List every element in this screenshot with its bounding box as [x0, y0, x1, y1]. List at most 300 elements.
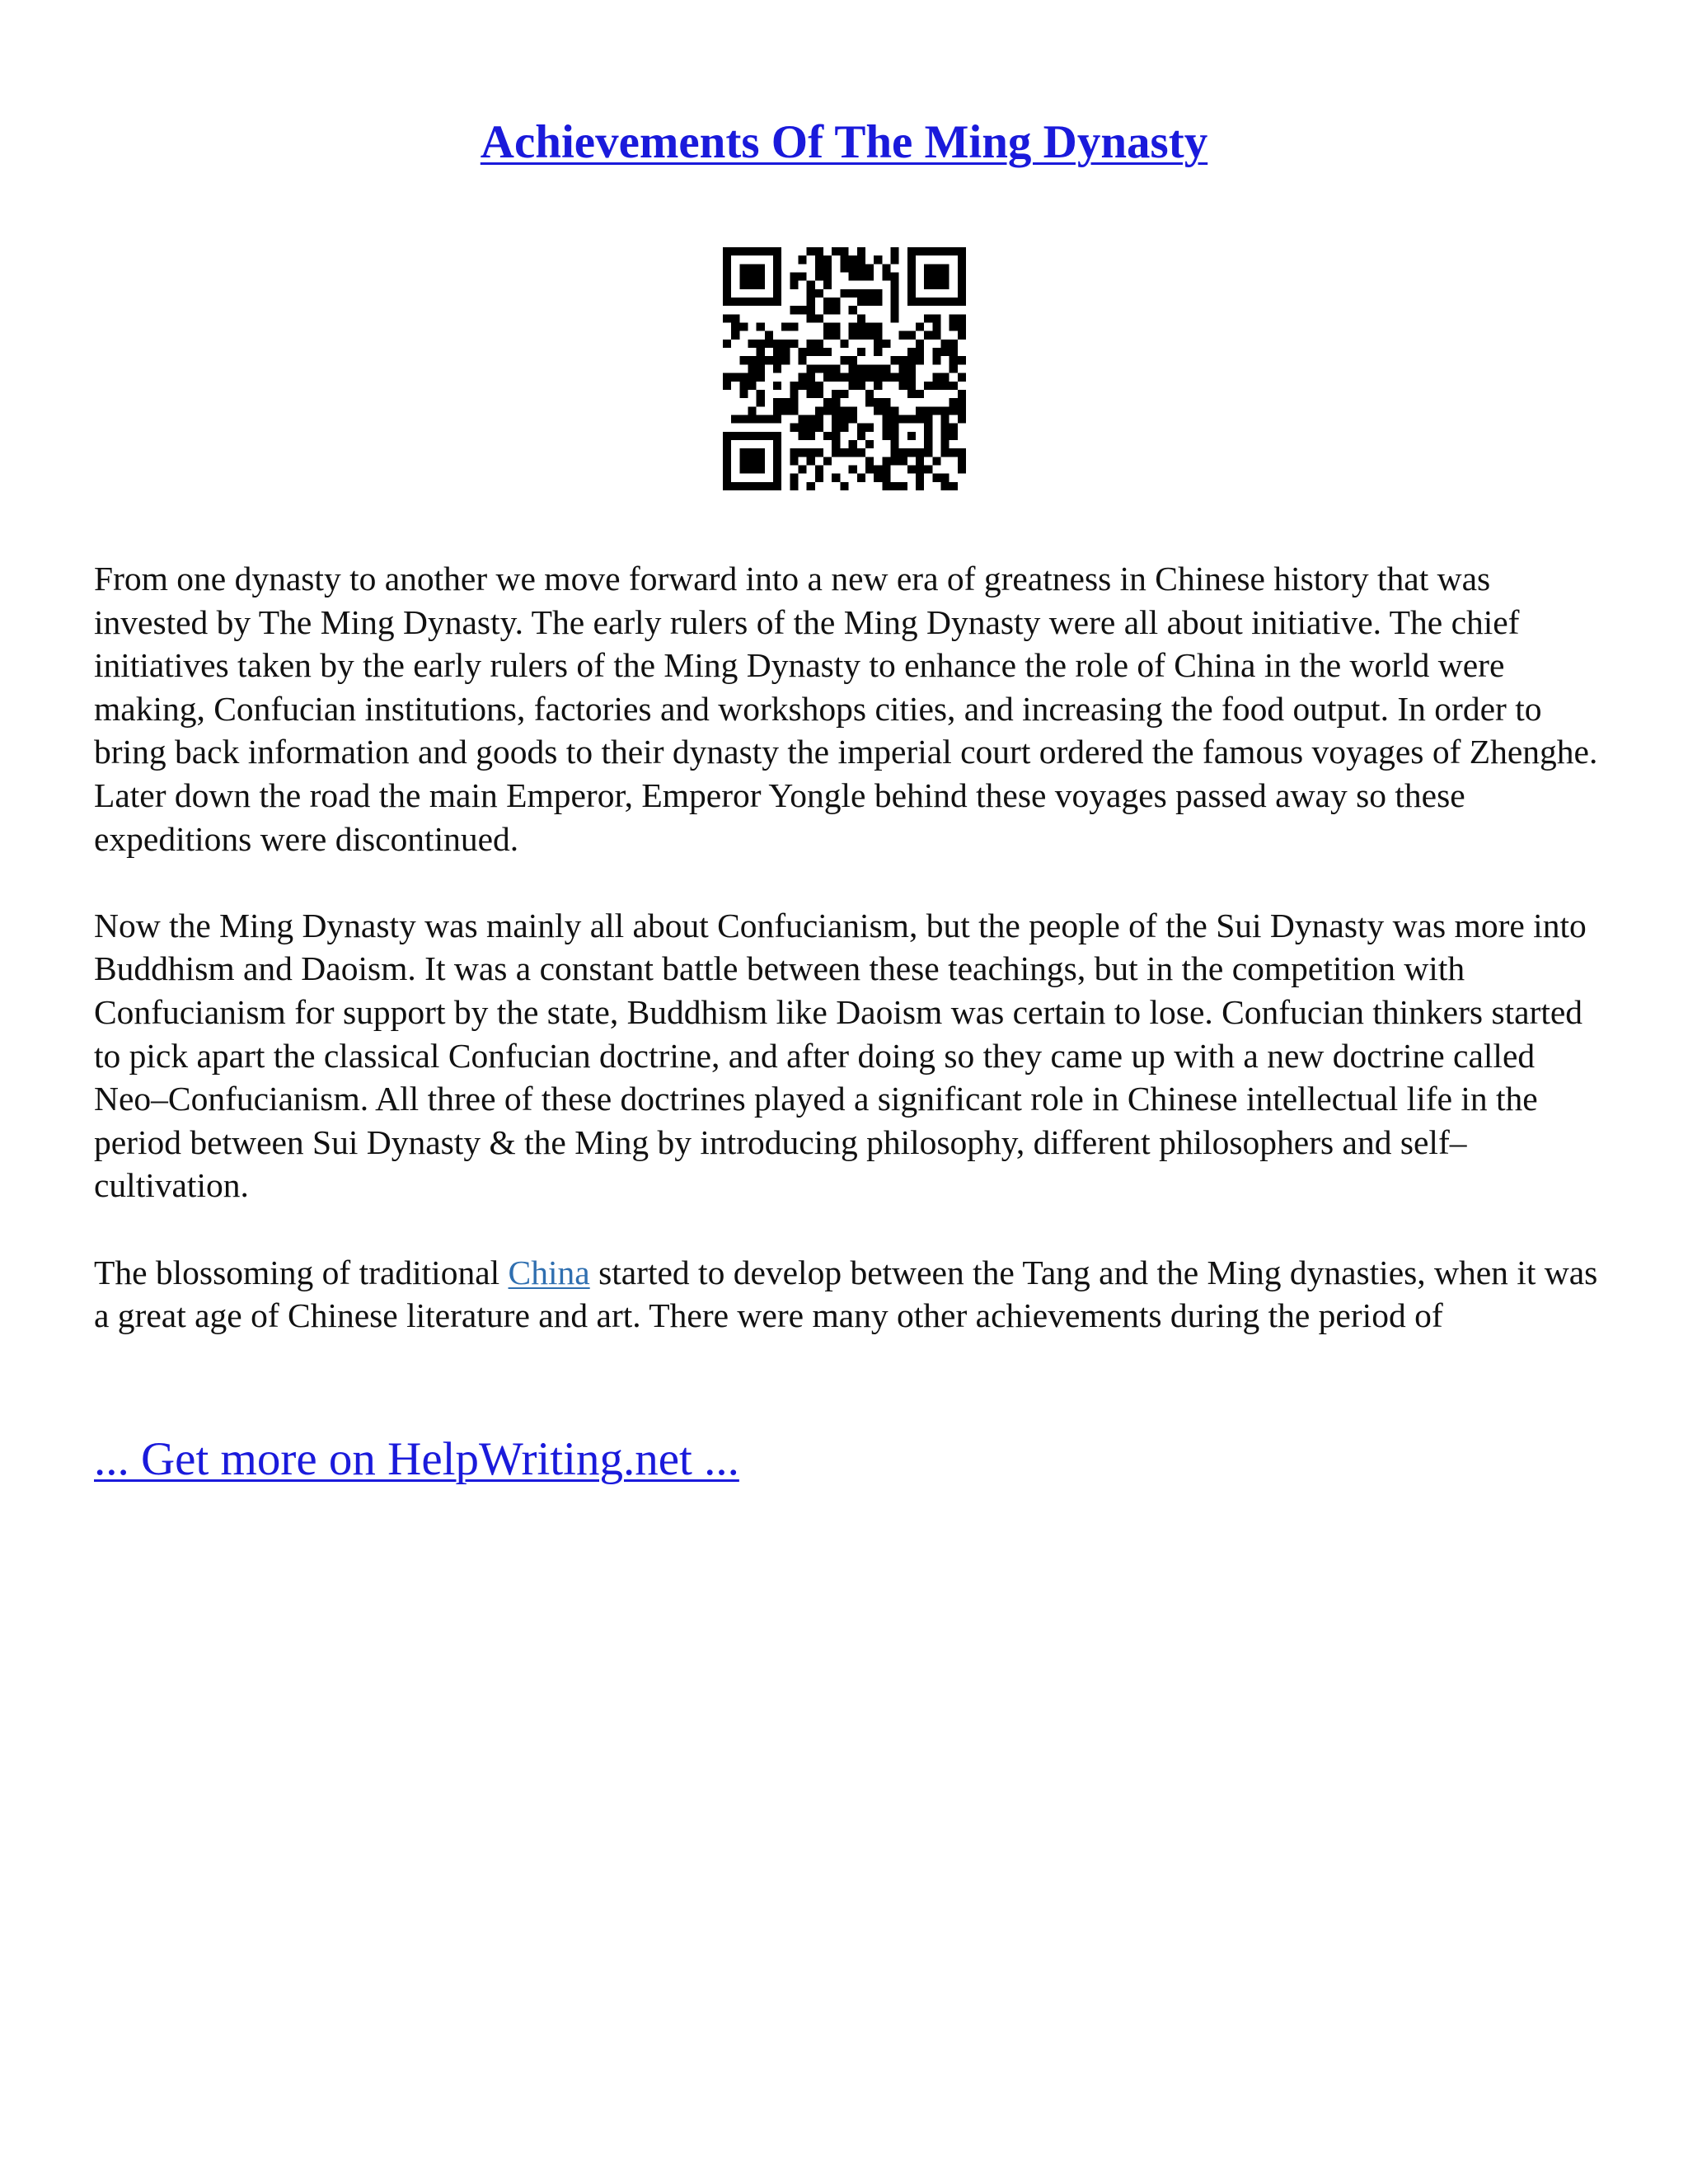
- qr-module: [857, 432, 865, 440]
- qr-module: [823, 331, 832, 340]
- qr-module: [739, 247, 748, 255]
- qr-module: [890, 298, 898, 306]
- qr-module: [723, 382, 731, 390]
- qr-module: [757, 448, 765, 457]
- qr-module: [940, 406, 949, 415]
- qr-module: [940, 298, 949, 306]
- qr-module: [932, 382, 940, 390]
- qr-module: [739, 273, 748, 281]
- qr-module: [849, 373, 857, 382]
- qr-module: [773, 474, 781, 482]
- qr-module: [940, 415, 949, 423]
- qr-module: [748, 340, 757, 348]
- qr-module: [765, 331, 773, 340]
- qr-module: [815, 255, 823, 264]
- qr-module: [781, 406, 790, 415]
- qr-module: [849, 465, 857, 473]
- qr-module: [815, 264, 823, 272]
- qr-module: [924, 298, 932, 306]
- qr-module: [773, 406, 781, 415]
- qr-module: [916, 390, 924, 398]
- qr-module: [849, 323, 857, 331]
- qr-module: [857, 264, 865, 272]
- qr-module: [874, 255, 882, 264]
- qr-module: [865, 424, 874, 432]
- qr-module: [950, 340, 958, 348]
- qr-module: [790, 323, 798, 331]
- qr-module: [807, 289, 815, 298]
- qr-module: [723, 255, 731, 264]
- qr-module: [807, 348, 815, 356]
- qr-module: [882, 406, 890, 415]
- qr-module: [932, 406, 940, 415]
- qr-module: [748, 273, 757, 281]
- qr-module: [731, 373, 739, 382]
- qr-module: [940, 382, 949, 390]
- qr-module: [823, 264, 832, 272]
- get-more-link[interactable]: ... Get more on HelpWriting.net ...: [94, 1433, 739, 1485]
- qr-module: [950, 323, 958, 331]
- paragraph-1: From one dynasty to another we move forward into a new era of greatness in Chinese history that was invested by The Ming Dynasty. The early rulers of the Ming Dynasty were all about initiative. The chief initiatives taken by the early rulers of the Ming Dynasty to enhance the role of China in the world were making, Confucian institutions, factories and workshops cities, and increasing the food output. In order to bring back information and goods to their dynasty the imperial court ordered the famous voyages of Zhenghe. Later down the road the main Emperor, Emperor Yongle behind these voyages passed away so these expeditions were discontinued.: [94, 560, 1598, 858]
- qr-module: [765, 340, 773, 348]
- qr-module: [815, 424, 823, 432]
- qr-module: [932, 373, 940, 382]
- page-title-link[interactable]: Achievements Of The Ming Dynasty: [480, 116, 1208, 168]
- qr-module: [874, 465, 882, 473]
- qr-module: [857, 474, 865, 482]
- qr-module: [748, 356, 757, 364]
- qr-module: [781, 356, 790, 364]
- qr-module: [739, 482, 748, 490]
- qr-module: [950, 348, 958, 356]
- qr-module: [739, 323, 748, 331]
- qr-module: [890, 482, 898, 490]
- qr-module: [865, 298, 874, 306]
- qr-module: [823, 323, 832, 331]
- qr-module: [849, 364, 857, 373]
- qr-module: [773, 273, 781, 281]
- qr-module: [857, 373, 865, 382]
- qr-module: [832, 406, 840, 415]
- qr-module: [815, 314, 823, 322]
- qr-module: [907, 298, 916, 306]
- qr-module: [882, 273, 890, 281]
- qr-module: [950, 424, 958, 432]
- qr-module: [890, 457, 898, 465]
- qr-module: [849, 331, 857, 340]
- qr-module: [773, 289, 781, 298]
- qr-module: [807, 373, 815, 382]
- qr-module: [874, 323, 882, 331]
- qr-module: [907, 373, 916, 382]
- qr-module: [940, 247, 949, 255]
- qr-module: [849, 382, 857, 390]
- qr-module: [790, 482, 798, 490]
- qr-module: [874, 398, 882, 406]
- qr-module: [765, 356, 773, 364]
- qr-module: [907, 465, 916, 473]
- qr-module: [781, 398, 790, 406]
- qr-module: [865, 457, 874, 465]
- qr-module: [773, 398, 781, 406]
- qr-module: [790, 457, 798, 465]
- qr-module: [773, 348, 781, 356]
- qr-module: [924, 432, 932, 440]
- qr-module: [916, 348, 924, 356]
- qr-module: [748, 373, 757, 382]
- qr-module: [890, 415, 898, 423]
- qr-module: [757, 348, 765, 356]
- qr-module: [958, 314, 966, 322]
- qr-module: [916, 448, 924, 457]
- qr-module: [723, 474, 731, 482]
- qr-module: [940, 348, 949, 356]
- qr-module: [815, 474, 823, 482]
- qr-module: [874, 474, 882, 482]
- qr-module: [739, 465, 748, 473]
- qr-module: [950, 298, 958, 306]
- qr-module: [840, 289, 848, 298]
- qr-module: [899, 373, 907, 382]
- qr-module: [815, 382, 823, 390]
- qr-module: [815, 348, 823, 356]
- paragraph-3: [94, 1251, 1602, 1338]
- qr-module: [890, 255, 898, 264]
- qr-module: [757, 482, 765, 490]
- qr-module: [773, 440, 781, 448]
- qr-module: [882, 457, 890, 465]
- qr-module: [799, 432, 807, 440]
- qr-module: [723, 340, 731, 348]
- qr-module: [882, 264, 890, 272]
- qr-module: [857, 382, 865, 390]
- qr-module: [815, 273, 823, 281]
- qr-module: [832, 331, 840, 340]
- qr-module: [857, 331, 865, 340]
- qr-module: [882, 364, 890, 373]
- qr-module: [723, 281, 731, 289]
- qr-module: [723, 264, 731, 272]
- qr-module: [790, 406, 798, 415]
- qr-module: [940, 448, 949, 457]
- qr-module: [739, 432, 748, 440]
- qr-module: [890, 440, 898, 448]
- qr-module: [781, 323, 790, 331]
- qr-module: [807, 390, 815, 398]
- qr-module: [940, 432, 949, 440]
- qr-module: [899, 457, 907, 465]
- qr-module: [874, 289, 882, 298]
- qr-module: [924, 415, 932, 423]
- qr-module: [958, 356, 966, 364]
- qr-module: [840, 247, 848, 255]
- qr-module: [958, 331, 966, 340]
- qr-module: [815, 465, 823, 473]
- qr-module: [916, 298, 924, 306]
- qr-module: [907, 281, 916, 289]
- paragraph-3-before-link: The blossoming of traditional: [94, 1253, 509, 1291]
- qr-module: [731, 298, 739, 306]
- qr-module: [899, 448, 907, 457]
- qr-module: [899, 415, 907, 423]
- qr-module: [907, 255, 916, 264]
- qr-module: [799, 448, 807, 457]
- qr-module: [757, 281, 765, 289]
- qr-module: [840, 406, 848, 415]
- china-link[interactable]: China: [508, 1253, 590, 1291]
- qr-module: [890, 432, 898, 440]
- qr-module: [840, 415, 848, 423]
- qr-module: [865, 331, 874, 340]
- qr-module: [807, 457, 815, 465]
- qr-module: [940, 440, 949, 448]
- qr-module: [958, 298, 966, 306]
- qr-module: [748, 448, 757, 457]
- qr-module: [849, 273, 857, 281]
- qr-module: [790, 306, 798, 314]
- qr-module: [916, 323, 924, 331]
- qr-module: [739, 298, 748, 306]
- qr-module: [723, 440, 731, 448]
- qr-module: [899, 382, 907, 390]
- qr-module: [773, 382, 781, 390]
- qr-module: [958, 273, 966, 281]
- qr-module: [857, 273, 865, 281]
- qr-module: [857, 364, 865, 373]
- qr-module: [907, 289, 916, 298]
- qr-module: [832, 398, 840, 406]
- qr-module: [932, 264, 940, 272]
- qr-module: [731, 415, 739, 423]
- qr-module: [865, 373, 874, 382]
- qr-module: [832, 364, 840, 373]
- qr-module: [932, 247, 940, 255]
- qr-module: [757, 298, 765, 306]
- qr-module: [723, 314, 731, 322]
- qr-module: [857, 298, 865, 306]
- qr-module: [832, 415, 840, 423]
- qr-module: [924, 424, 932, 432]
- qr-module: [781, 348, 790, 356]
- qr-module: [799, 306, 807, 314]
- qr-module: [958, 390, 966, 398]
- qr-module: [765, 298, 773, 306]
- qr-module: [916, 474, 924, 482]
- qr-module: [748, 457, 757, 465]
- qr-module: [890, 406, 898, 415]
- qr-module: [882, 415, 890, 423]
- qr-module: [748, 482, 757, 490]
- qr-module: [757, 264, 765, 272]
- qr-module: [874, 331, 882, 340]
- qr-module: [907, 390, 916, 398]
- qr-module: [757, 398, 765, 406]
- qr-module: [840, 448, 848, 457]
- qr-module: [882, 474, 890, 482]
- qr-module: [958, 457, 966, 465]
- qr-module: [765, 432, 773, 440]
- qr-module: [958, 281, 966, 289]
- qr-module: [890, 373, 898, 382]
- qr-module: [916, 247, 924, 255]
- qr-module: [932, 314, 940, 322]
- qr-module: [940, 424, 949, 432]
- qr-module: [890, 356, 898, 364]
- qr-module: [773, 457, 781, 465]
- qr-module: [907, 415, 916, 423]
- qr-module: [950, 482, 958, 490]
- qr-module: [932, 323, 940, 331]
- qr-module: [950, 406, 958, 415]
- qr-module: [958, 264, 966, 272]
- qr-module: [807, 314, 815, 322]
- qr-module: [723, 432, 731, 440]
- qr-module: [731, 323, 739, 331]
- qr-module: [823, 364, 832, 373]
- qr-module: [874, 382, 882, 390]
- qr-module: [765, 482, 773, 490]
- qr-module: [773, 340, 781, 348]
- qr-module: [832, 323, 840, 331]
- qr-module: [748, 465, 757, 473]
- qr-module: [950, 364, 958, 373]
- qr-module: [916, 356, 924, 364]
- qr-module: [799, 373, 807, 382]
- qr-module: [832, 474, 840, 482]
- qr-module: [924, 465, 932, 473]
- qr-module: [840, 390, 848, 398]
- qr-module: [807, 382, 815, 390]
- qr-module: [950, 247, 958, 255]
- qr-module: [799, 255, 807, 264]
- qr-module: [723, 373, 731, 382]
- qr-module: [790, 273, 798, 281]
- qr-module: [865, 264, 874, 272]
- qr-module: [823, 373, 832, 382]
- qr-module: [907, 264, 916, 272]
- qr-module: [932, 457, 940, 465]
- qr-module: [757, 273, 765, 281]
- qr-module: [940, 373, 949, 382]
- qr-module: [757, 373, 765, 382]
- qr-module: [882, 373, 890, 382]
- qr-module: [874, 373, 882, 382]
- qr-module: [790, 382, 798, 390]
- qr-module: [907, 382, 916, 390]
- qr-module: [932, 474, 940, 482]
- qr-module: [807, 340, 815, 348]
- qr-module: [882, 432, 890, 440]
- qr-module: [857, 348, 865, 356]
- qr-module: [890, 424, 898, 432]
- qr-module: [823, 398, 832, 406]
- qr-module: [765, 247, 773, 255]
- qr-module: [748, 364, 757, 373]
- qr-module: [757, 340, 765, 348]
- qr-module: [882, 424, 890, 432]
- qr-module: [832, 448, 840, 457]
- qr-module: [723, 482, 731, 490]
- qr-module: [807, 298, 815, 306]
- qr-module: [807, 247, 815, 255]
- qr-module: [865, 440, 874, 448]
- qr-module: [849, 356, 857, 364]
- qr-module: [748, 298, 757, 306]
- qr-module: [773, 281, 781, 289]
- qr-module: [823, 281, 832, 289]
- qr-module: [849, 264, 857, 272]
- qr-module: [857, 289, 865, 298]
- qr-module: [950, 448, 958, 457]
- qr-module: [823, 457, 832, 465]
- qr-module: [932, 273, 940, 281]
- qr-module: [723, 289, 731, 298]
- qr-module: [924, 281, 932, 289]
- qr-module: [815, 448, 823, 457]
- qr-module: [840, 264, 848, 272]
- qr-module: [790, 474, 798, 482]
- qr-module: [857, 323, 865, 331]
- qr-module: [731, 247, 739, 255]
- qr-module: [790, 424, 798, 432]
- qr-module: [899, 482, 907, 490]
- qr-module: [765, 415, 773, 423]
- qr-module: [773, 247, 781, 255]
- qr-module: [849, 255, 857, 264]
- qr-module: [832, 424, 840, 432]
- qr-module: [748, 247, 757, 255]
- qr-module: [924, 273, 932, 281]
- qr-module: [924, 406, 932, 415]
- qr-module: [849, 415, 857, 423]
- qr-module: [773, 448, 781, 457]
- qr-module: [916, 340, 924, 348]
- qr-module: [823, 348, 832, 356]
- qr-module: [799, 424, 807, 432]
- qr-module: [840, 482, 848, 490]
- qr-module: [907, 331, 916, 340]
- qr-module: [890, 247, 898, 255]
- qr-module: [958, 448, 966, 457]
- qr-module: [950, 432, 958, 440]
- qr-module: [739, 390, 748, 398]
- qr-module: [823, 298, 832, 306]
- qr-module: [739, 382, 748, 390]
- qr-module: [815, 390, 823, 398]
- qr-module: [940, 474, 949, 482]
- qr-module: [815, 247, 823, 255]
- qr-module: [874, 406, 882, 415]
- qr-module: [757, 415, 765, 423]
- qr-module: [865, 390, 874, 398]
- qr-module: [840, 356, 848, 364]
- qr-module: [807, 281, 815, 289]
- qr-module: [950, 382, 958, 390]
- paragraph-3-after-link: started to develop between the Tang and the Ming dynasties, when it was a great age of Chinese literature and art. There were many other achievements during the period of: [94, 1253, 1598, 1335]
- qr-module: [823, 255, 832, 264]
- qr-module: [857, 255, 865, 264]
- qr-module: [907, 432, 916, 440]
- qr-module: [916, 406, 924, 415]
- paragraph-2: Now the Ming Dynasty was mainly all about Confucianism, but the people of the Sui Dynasty was more into Buddhism and Daoism. It was a constant battle between these teachings, but in the competition with Confucianism for support by the state, Buddhism like Daoism was certain to lose. Confucian thinkers started to pick apart the classical Confucian doctrine, and after doing so they came up with a new doctrine called Neo–Confucianism. All three of these doctrines played a significant role in Chinese intellectual life in the period between Sui Dynasty & the Ming by introducing philosophy, different philosophers and self–cultivation.: [94, 906, 1587, 1205]
- qr-module: [731, 331, 739, 340]
- qr-module: [723, 465, 731, 473]
- qr-module: [832, 390, 840, 398]
- qr-module: [958, 255, 966, 264]
- qr-module: [958, 373, 966, 382]
- qr-module: [757, 457, 765, 465]
- qr-module: [958, 406, 966, 415]
